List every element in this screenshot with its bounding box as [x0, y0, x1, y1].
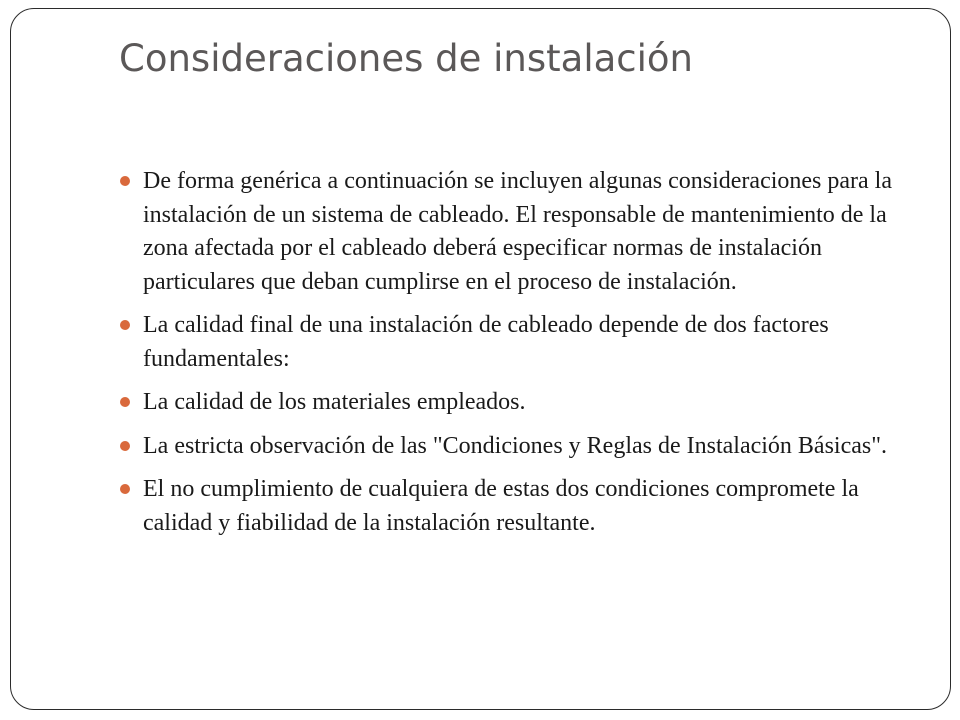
bullet-dot-icon [120, 176, 130, 186]
bullet-item [119, 386, 919, 420]
bullet-dot-icon [120, 441, 130, 451]
bullet-dot-icon [120, 484, 130, 494]
bullet-item [119, 165, 919, 299]
slide-frame [10, 8, 951, 710]
bullet-text: La calidad de los materiales empleados. [143, 389, 526, 415]
bullet-text: La calidad final de una instalación de cableado depende de dos factores fundamentales: [143, 312, 829, 372]
bullet-dot-icon [120, 320, 130, 330]
bullet-text: La estricta observación de las "Condiciones y Reglas de Instalación Básicas". [143, 432, 888, 459]
bullet-item [119, 473, 919, 540]
bullet-text: El no cumplimiento de cualquiera de estas dos condiciones compromete la calidad y fiabilidad de la instalación resultante. [143, 476, 859, 536]
bullet-dot-icon [120, 397, 130, 407]
bullet-item [119, 309, 919, 376]
bullet-list [119, 165, 919, 550]
bullet-text: De forma genérica a continuación se incluyen algunas consideraciones para la instalación de un sistema de cableado. El responsable de mantenimiento de la zona afectada por el cableado deberá especificar normas de instalación particulares que deban cumplirse en el proceso de instalación. [143, 168, 893, 295]
slide-title: Consideraciones de instalación [119, 37, 693, 80]
bullet-item [119, 430, 919, 464]
